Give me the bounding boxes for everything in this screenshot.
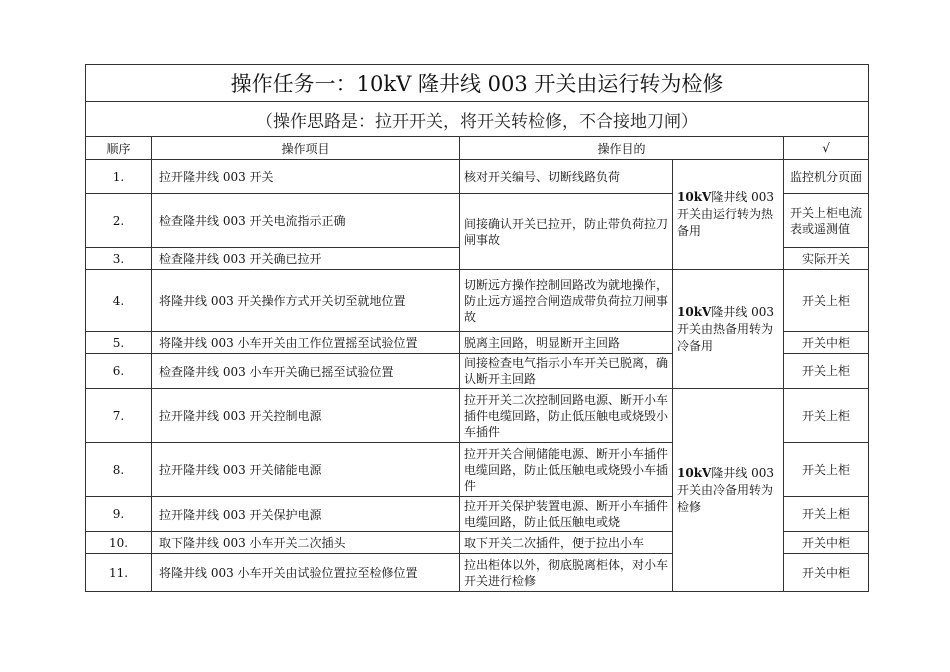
check-location: 开关上柜 (784, 443, 869, 497)
page-title: 操作任务一：10kV 隆井线 003 开关由运行转为检修 (86, 65, 869, 102)
phase-voltage: 10kV (677, 190, 712, 204)
row-number: 4. (86, 270, 152, 332)
check-location: 开关中柜 (784, 532, 869, 554)
operation-item: 拉开隆井线 003 开关保护电源 (152, 497, 460, 532)
phase-text: 隆井线 003 开关由运行转为热备用 (677, 190, 775, 238)
check-location: 开关上柜 (784, 389, 869, 443)
subtitle-row (86, 102, 869, 137)
operation-purpose: 核对开关编号、切断线路负荷 (460, 160, 673, 194)
row-number: 3. (86, 248, 152, 270)
operation-purpose: 切断远方操作控制回路改为就地操作，防止远方遥控合闸造成带负荷拉刀闸事故 (460, 270, 673, 332)
operation-item: 检查隆井线 003 开关确已拉开 (152, 248, 460, 270)
header-item: 操作项目 (152, 137, 460, 160)
operation-item: 将隆井线 003 小车开关由试验位置拉至检修位置 (152, 554, 460, 592)
operation-purpose: 拉开开关保护装置电源、断开小车插件电缆回路，防止低压触电或烧 (460, 497, 673, 532)
phase-cell-hot-standby (673, 160, 784, 270)
phase-voltage: 10kV (677, 465, 712, 480)
check-location: 监控机分页面 (784, 160, 869, 194)
phase-cell-cold-standby (673, 270, 784, 389)
operation-purpose: 取下开关二次插件，便于拉出小车 (460, 532, 673, 554)
row-number: 7. (86, 389, 152, 443)
operation-item: 检查隆井线 003 开关电流指示正确 (152, 194, 460, 248)
operation-purpose: 间接检查电气指示小车开关已脱离，确认断开主回路 (460, 354, 673, 389)
operation-item: 将隆井线 003 小车开关由工作位置摇至试验位置 (152, 332, 460, 354)
header-purpose: 操作目的 (460, 137, 784, 160)
check-location: 开关上柜电流表或遥测值 (784, 194, 869, 248)
operation-item: 拉开隆井线 003 开关储能电源 (152, 443, 460, 497)
row-number: 8. (86, 443, 152, 497)
operation-table (85, 64, 869, 592)
operation-item: 拉开隆井线 003 开关 (152, 160, 460, 194)
check-location: 开关中柜 (784, 554, 869, 592)
row-number: 2. (86, 194, 152, 248)
table-row (86, 389, 869, 443)
title-row (86, 65, 869, 102)
phase-text: 隆井线 003 开关由冷备用转为检修 (677, 465, 775, 514)
check-location: 实际开关 (784, 248, 869, 270)
operation-item: 将隆井线 003 开关操作方式开关切至就地位置 (152, 270, 460, 332)
header-seq: 顺序 (86, 137, 152, 160)
operation-item: 检查隆井线 003 小车开关确已摇至试验位置 (152, 354, 460, 389)
row-number: 6. (86, 354, 152, 389)
check-location: 开关上柜 (784, 497, 869, 532)
row-number: 10. (86, 532, 152, 554)
header-row (86, 137, 869, 160)
row-number: 9. (86, 497, 152, 532)
operation-purpose: 脱离主回路，明显断开主回路 (460, 332, 673, 354)
operation-purpose: 拉开开关二次控制回路电源、断开小车插件电缆回路，防止低压触电或烧毁小车插件 (460, 389, 673, 443)
row-number: 5. (86, 332, 152, 354)
row-number: 1. (86, 160, 152, 194)
phase-text: 隆井线 003 开关由热备用转为冷备用 (677, 304, 775, 353)
table-row (86, 270, 869, 332)
phase-voltage: 10kV (677, 304, 712, 319)
operation-item: 取下隆井线 003 小车开关二次插头 (152, 532, 460, 554)
row-number: 11. (86, 554, 152, 592)
page-subtitle: （操作思路是：拉开开关，将开关转检修，不合接地刀闸） (86, 102, 869, 137)
operation-purpose: 间接确认开关已拉开，防止带负荷拉刀闸事故 (460, 194, 673, 270)
phase-cell-maintenance (673, 389, 784, 592)
table-row (86, 160, 869, 194)
operation-purpose: 拉出柜体以外，彻底脱离柜体，对小车开关进行检修 (460, 554, 673, 592)
check-location: 开关上柜 (784, 354, 869, 389)
check-location: 开关中柜 (784, 332, 869, 354)
operation-item: 拉开隆井线 003 开关控制电源 (152, 389, 460, 443)
check-location: 开关上柜 (784, 270, 869, 332)
header-check: √ (784, 137, 869, 160)
operation-purpose: 拉开开关合闸储能电源、断开小车插件电缆回路，防止低压触电或烧毁小车插件 (460, 443, 673, 497)
